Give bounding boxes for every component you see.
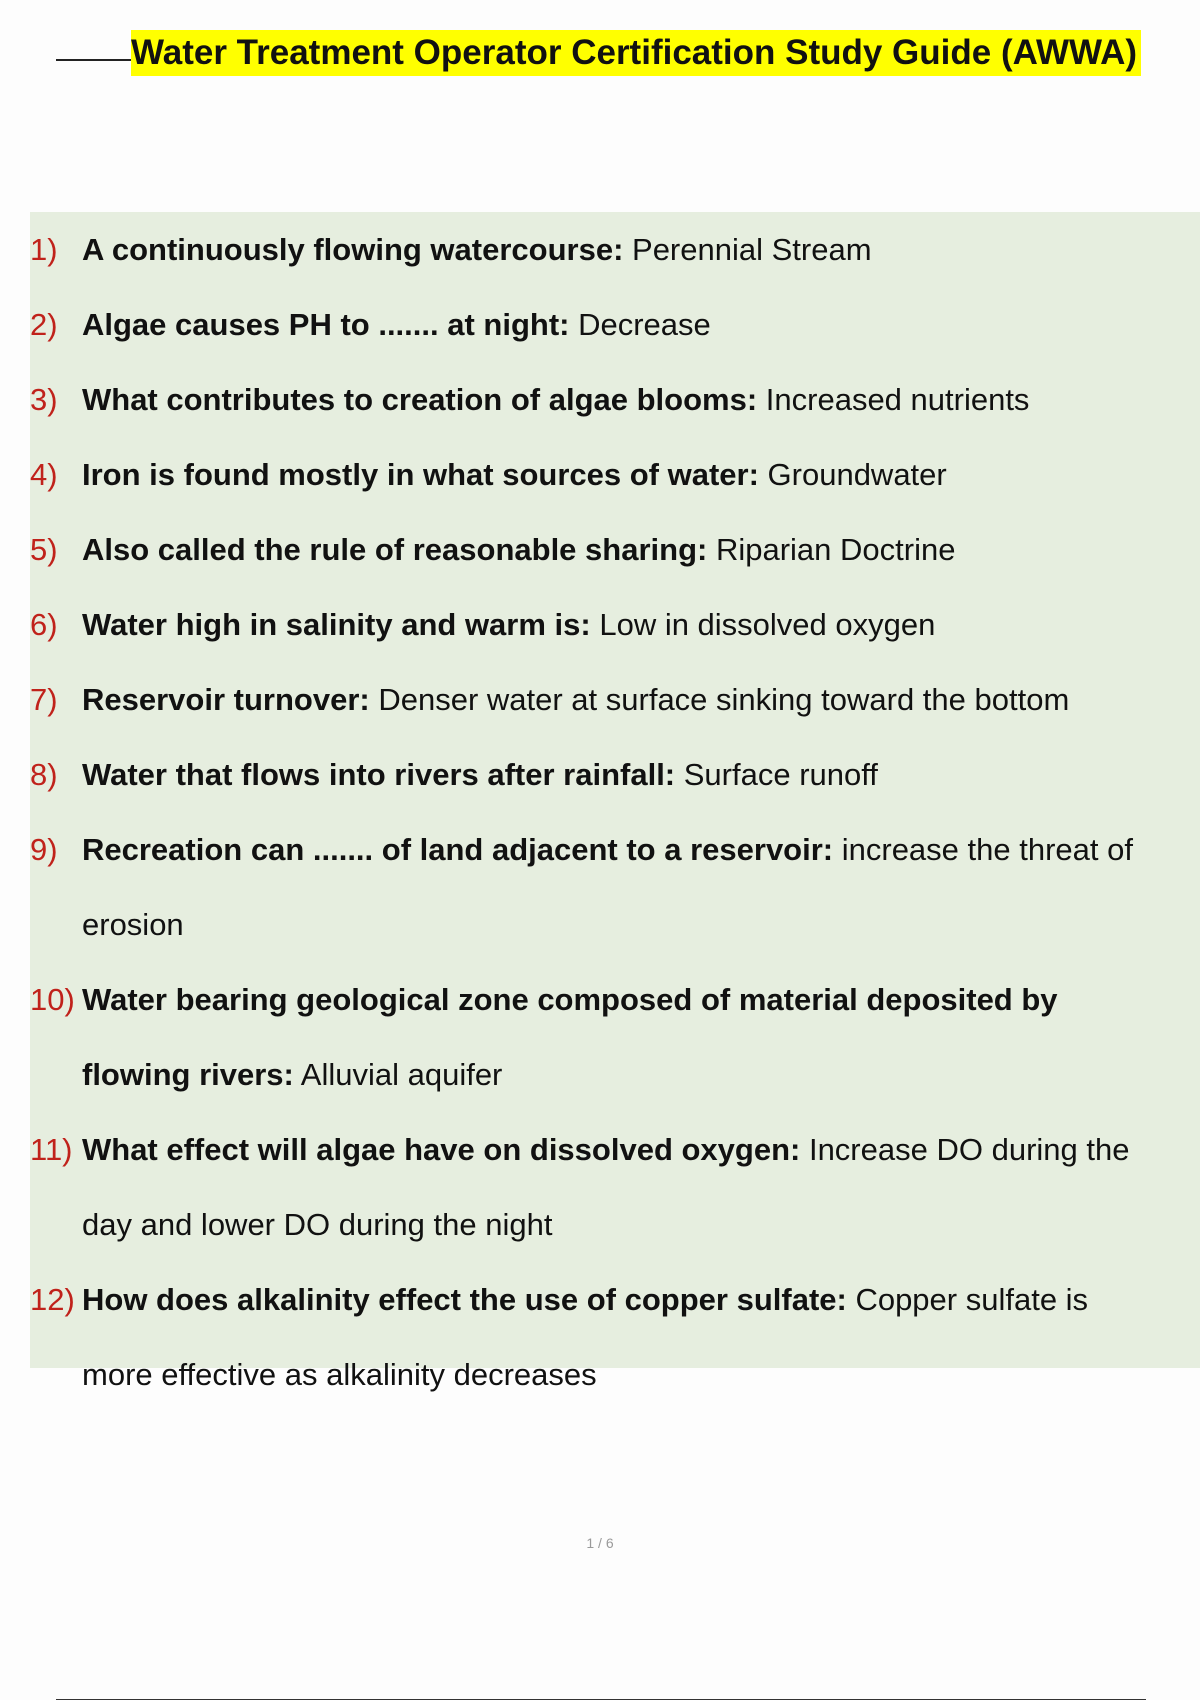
document-title: Water Treatment Operator Certification Study Guide (AWWA): [131, 30, 1141, 76]
answer-text: Increase DO during the: [800, 1132, 1130, 1167]
question-text: Water that flows into rivers after rainfall:: [82, 757, 676, 792]
qa-item: [30, 587, 1200, 662]
item-number: 2): [30, 307, 58, 342]
answer-text: Low in dissolved oxygen: [590, 607, 936, 642]
qa-item: [30, 1262, 1200, 1412]
answer-text: Groundwater: [758, 457, 947, 492]
item-number: 11): [30, 1132, 73, 1167]
question-text: How does alkalinity effect the use of copper sulfate:: [82, 1282, 847, 1317]
question-text: Also called the rule of reasonable sharing:: [82, 532, 708, 567]
item-number: 9): [30, 832, 58, 867]
item-number: 7): [30, 682, 58, 717]
qa-item: [30, 212, 1200, 287]
answer-text: Increased nutrients: [757, 382, 1030, 417]
answer-text: Perennial Stream: [623, 232, 872, 267]
answer-text: Decrease: [569, 307, 711, 342]
question-text: A continuously flowing watercourse:: [82, 232, 624, 267]
question-text: Water bearing geological zone composed of material deposited by: [82, 982, 1058, 1017]
title-rule: [56, 59, 132, 61]
answer-text: increase the threat of: [833, 832, 1133, 867]
answer-text: Riparian Doctrine: [707, 532, 956, 567]
answer-text: Alluvial aquifer: [293, 1057, 503, 1092]
item-number: 5): [30, 532, 58, 567]
item-number: 3): [30, 382, 58, 417]
qa-item: [30, 737, 1200, 812]
question-text: Iron is found mostly in what sources of water:: [82, 457, 759, 492]
question-continuation: flowing rivers:: [82, 1057, 294, 1092]
question-text: Recreation can ....... of land adjacent to a reservoir:: [82, 832, 834, 867]
qa-item: [30, 962, 1200, 1112]
question-text: Reservoir turnover:: [82, 682, 370, 717]
answer-text: Denser water at surface sinking toward the bottom: [369, 682, 1070, 717]
item-number: 1): [30, 232, 58, 267]
qa-item: [30, 662, 1200, 737]
page-number: 1 / 6: [586, 1535, 614, 1551]
question-text: What contributes to creation of algae blooms:: [82, 382, 758, 417]
qa-panel: [30, 212, 1200, 1392]
qa-item: [30, 362, 1200, 437]
item-number: 12): [30, 1282, 75, 1317]
item-number: 4): [30, 457, 58, 492]
answer-continuation: more effective as alkalinity decreases: [82, 1357, 597, 1392]
item-number: 10): [30, 982, 75, 1017]
question-text: Water high in salinity and warm is:: [82, 607, 591, 642]
qa-item: [30, 1112, 1200, 1262]
item-number: 8): [30, 757, 58, 792]
question-text: What effect will algae have on dissolved oxygen:: [82, 1132, 801, 1167]
question-text: Algae causes PH to ....... at night:: [82, 307, 570, 342]
qa-item: [30, 512, 1200, 587]
answer-text: Surface runoff: [675, 757, 878, 792]
answer-continuation: erosion: [82, 907, 184, 942]
qa-list: [30, 212, 1200, 1412]
answer-text: Copper sulfate is: [846, 1282, 1089, 1317]
qa-item: [30, 812, 1200, 962]
qa-item: [30, 437, 1200, 512]
item-number: 6): [30, 607, 58, 642]
answer-continuation: day and lower DO during the night: [82, 1207, 553, 1242]
qa-item: [30, 287, 1200, 362]
